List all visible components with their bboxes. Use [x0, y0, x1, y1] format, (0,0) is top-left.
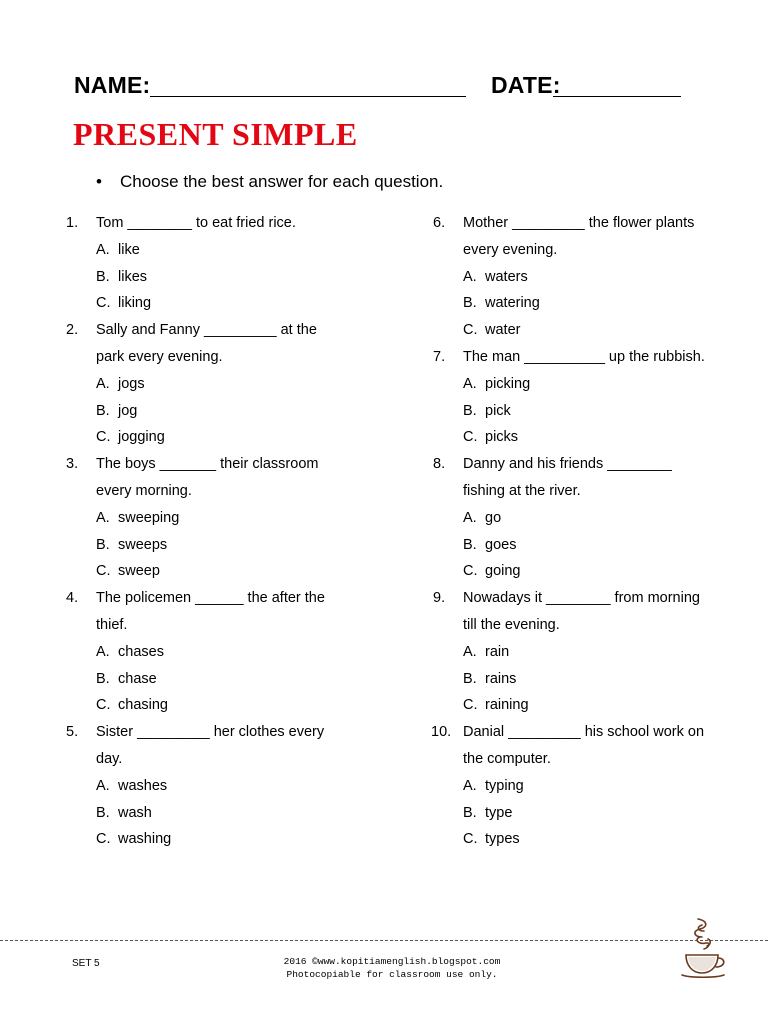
option-letter: C.	[463, 831, 478, 848]
option-letter: C.	[96, 831, 111, 848]
option-text: jog	[118, 402, 138, 419]
question-number: 7.	[433, 348, 446, 365]
question-number: 6.	[433, 215, 446, 231]
option-letter: B.	[463, 402, 477, 419]
option-text: raining	[485, 697, 529, 714]
question-5	[66, 719, 386, 853]
option-text: water	[485, 322, 521, 339]
option-text: goes	[485, 536, 517, 553]
option-a	[463, 264, 528, 291]
option-c	[96, 692, 168, 719]
option-letter: A.	[463, 268, 477, 285]
question-text: The policemen ______ the after the	[96, 590, 325, 607]
question-number: 9.	[433, 590, 446, 607]
option-text: go	[485, 509, 502, 526]
name-label: NAME:	[74, 72, 151, 98]
question-text: Nowadays it ________ from morning	[463, 590, 700, 607]
option-b	[463, 290, 540, 317]
question-number: 4.	[66, 590, 79, 607]
question-text: Danial _________ his school work on	[463, 724, 705, 741]
answer-option	[433, 558, 753, 585]
question-number: 8.	[433, 456, 446, 473]
option-letter: A.	[96, 643, 110, 660]
question-line	[66, 585, 386, 612]
set-label: SET 5	[72, 958, 100, 969]
option-text: rain	[485, 643, 510, 660]
question-text: park every evening.	[96, 348, 223, 365]
option-letter: B.	[96, 268, 110, 285]
option-c	[463, 424, 518, 451]
option-text: chase	[118, 670, 157, 687]
option-letter: C.	[96, 563, 111, 580]
question-10	[433, 719, 753, 853]
answer-option	[66, 532, 386, 559]
option-b	[96, 666, 157, 693]
question-line	[66, 344, 386, 371]
question-line	[433, 237, 753, 264]
option-text: likes	[118, 268, 148, 285]
question-text: The boys _______ their classroom	[96, 456, 319, 473]
question-text: thief.	[96, 616, 128, 633]
option-c	[96, 826, 171, 853]
question-line	[433, 344, 753, 371]
option-letter: A.	[96, 509, 110, 526]
option-a	[96, 237, 140, 264]
question-line	[66, 210, 386, 237]
answer-option	[433, 505, 753, 532]
question-text: Mother _________ the flower plants	[463, 215, 695, 231]
question-line	[66, 746, 386, 773]
option-letter: B.	[96, 536, 110, 553]
question-text: Danny and his friends ________	[463, 456, 672, 473]
question-3	[66, 451, 386, 585]
question-number: 10.	[431, 724, 452, 741]
answer-option	[66, 773, 386, 800]
option-c	[96, 290, 151, 317]
instruction-text: Choose the best answer for each question.	[120, 172, 444, 191]
date-blank-line	[553, 96, 681, 97]
question-text: every evening.	[463, 241, 558, 258]
question-4	[66, 585, 386, 719]
option-text: sweep	[118, 563, 160, 580]
date-label: DATE:	[491, 72, 561, 98]
answer-option	[433, 826, 753, 853]
answer-option	[66, 424, 386, 451]
option-a	[463, 639, 509, 666]
question-1	[66, 210, 386, 317]
option-text: types	[485, 831, 520, 848]
answer-option	[66, 371, 386, 398]
option-b	[96, 800, 152, 827]
option-a	[96, 773, 167, 800]
option-text: like	[118, 241, 140, 258]
option-letter: C.	[463, 322, 478, 339]
answer-option	[433, 264, 753, 291]
answer-option	[66, 800, 386, 827]
option-letter: C.	[463, 563, 478, 580]
question-line	[433, 585, 753, 612]
answer-option	[66, 558, 386, 585]
option-letter: B.	[463, 804, 477, 821]
question-line	[433, 210, 753, 237]
answer-option	[66, 826, 386, 853]
option-text: rains	[485, 670, 517, 687]
option-letter: A.	[463, 509, 477, 526]
question-number: 5.	[66, 724, 79, 741]
option-text: picks	[485, 429, 519, 446]
question-text: Sally and Fanny _________ at the	[96, 322, 317, 339]
answer-option	[66, 692, 386, 719]
option-text: jogging	[118, 429, 165, 446]
question-line	[433, 612, 753, 639]
option-text: sweeping	[118, 509, 180, 526]
question-text: Sister _________ her clothes every	[96, 724, 325, 741]
instruction	[96, 172, 443, 192]
option-text: wash	[118, 804, 152, 821]
option-text: chases	[118, 643, 164, 660]
question-text: day.	[96, 750, 123, 767]
option-text: picking	[485, 375, 531, 392]
answer-option	[433, 800, 753, 827]
option-b	[96, 264, 147, 291]
worksheet-title: PRESENT SIMPLE	[73, 116, 358, 152]
question-line	[433, 719, 753, 746]
question-text: every morning.	[96, 482, 192, 499]
answer-option	[433, 692, 753, 719]
answer-option	[433, 532, 753, 559]
option-text: typing	[485, 777, 524, 794]
option-a	[96, 639, 164, 666]
option-letter: C.	[96, 429, 111, 446]
answer-option	[66, 505, 386, 532]
question-6	[433, 210, 753, 344]
answer-option	[433, 666, 753, 693]
option-b	[463, 800, 512, 827]
option-letter: C.	[96, 295, 111, 312]
answer-option	[433, 290, 753, 317]
option-text: waters	[485, 268, 528, 285]
credit-line-1: 2016 ©www.kopitiamenglish.blogspot.com	[283, 956, 501, 967]
question-8	[433, 451, 753, 585]
option-letter: C.	[463, 429, 478, 446]
answer-option	[433, 424, 753, 451]
option-letter: A.	[463, 643, 477, 660]
question-line	[66, 612, 386, 639]
answer-option	[433, 398, 753, 425]
option-letter: A.	[463, 777, 477, 794]
option-text: pick	[485, 402, 511, 419]
question-9	[433, 585, 753, 719]
option-b	[463, 398, 511, 425]
option-text: watering	[485, 295, 540, 312]
option-a	[463, 371, 530, 398]
name-blank-line	[150, 96, 466, 97]
question-2	[66, 317, 386, 451]
option-letter: A.	[96, 777, 110, 794]
question-text: Tom ________ to eat fried rice.	[96, 215, 296, 231]
answer-option	[66, 666, 386, 693]
option-a	[463, 773, 524, 800]
question-number: 3.	[66, 456, 79, 473]
question-line	[66, 317, 386, 344]
option-text: sweeps	[118, 536, 168, 553]
answer-option	[66, 237, 386, 264]
option-letter: C.	[463, 697, 478, 714]
question-text: the computer.	[463, 750, 551, 767]
answer-option	[66, 398, 386, 425]
option-c	[96, 558, 160, 585]
option-c	[463, 558, 520, 585]
option-letter: B.	[96, 670, 110, 687]
question-7	[433, 344, 753, 451]
answer-option	[66, 290, 386, 317]
answer-option	[433, 773, 753, 800]
option-text: washes	[118, 777, 168, 794]
option-a	[463, 505, 501, 532]
option-c	[463, 692, 529, 719]
bullet: •	[96, 172, 102, 191]
option-b	[463, 666, 516, 693]
coffee-cup-icon	[680, 915, 728, 979]
questions-left-column	[66, 210, 386, 853]
option-letter: B.	[463, 670, 477, 687]
answer-option	[66, 264, 386, 291]
option-c	[463, 317, 520, 344]
option-letter: B.	[463, 295, 477, 312]
answer-option	[66, 639, 386, 666]
option-text: going	[485, 563, 521, 580]
question-text: The man __________ up the rubbish.	[463, 348, 705, 365]
question-number: 2.	[66, 322, 79, 339]
option-letter: B.	[96, 804, 110, 821]
footer-divider	[0, 940, 768, 941]
question-number: 1.	[66, 215, 79, 231]
credit-line-2: Photocopiable for classroom use only.	[286, 969, 498, 980]
option-letter: A.	[96, 375, 110, 392]
answer-option	[433, 371, 753, 398]
option-c	[96, 424, 165, 451]
answer-option	[433, 639, 753, 666]
question-text: till the evening.	[463, 616, 560, 633]
option-b	[96, 532, 167, 559]
option-letter: C.	[96, 697, 111, 714]
footer-credits	[242, 955, 542, 981]
questions-right-column	[433, 210, 753, 853]
option-text: liking	[118, 295, 152, 312]
option-text: washing	[118, 831, 172, 848]
option-letter: B.	[96, 402, 110, 419]
option-b	[96, 398, 137, 425]
question-line	[66, 719, 386, 746]
option-letter: A.	[96, 241, 110, 258]
option-text: chasing	[118, 697, 168, 714]
worksheet-header	[74, 72, 694, 104]
question-line	[66, 451, 386, 478]
question-line	[433, 478, 753, 505]
question-line	[66, 478, 386, 505]
option-a	[96, 505, 179, 532]
option-letter: B.	[463, 536, 477, 553]
question-line	[433, 451, 753, 478]
option-letter: A.	[463, 375, 477, 392]
option-b	[463, 532, 516, 559]
answer-option	[433, 317, 753, 344]
question-line	[433, 746, 753, 773]
option-text: jogs	[118, 375, 145, 392]
question-text: fishing at the river.	[463, 482, 581, 499]
option-a	[96, 371, 145, 398]
option-c	[463, 826, 520, 853]
option-text: type	[485, 804, 513, 821]
